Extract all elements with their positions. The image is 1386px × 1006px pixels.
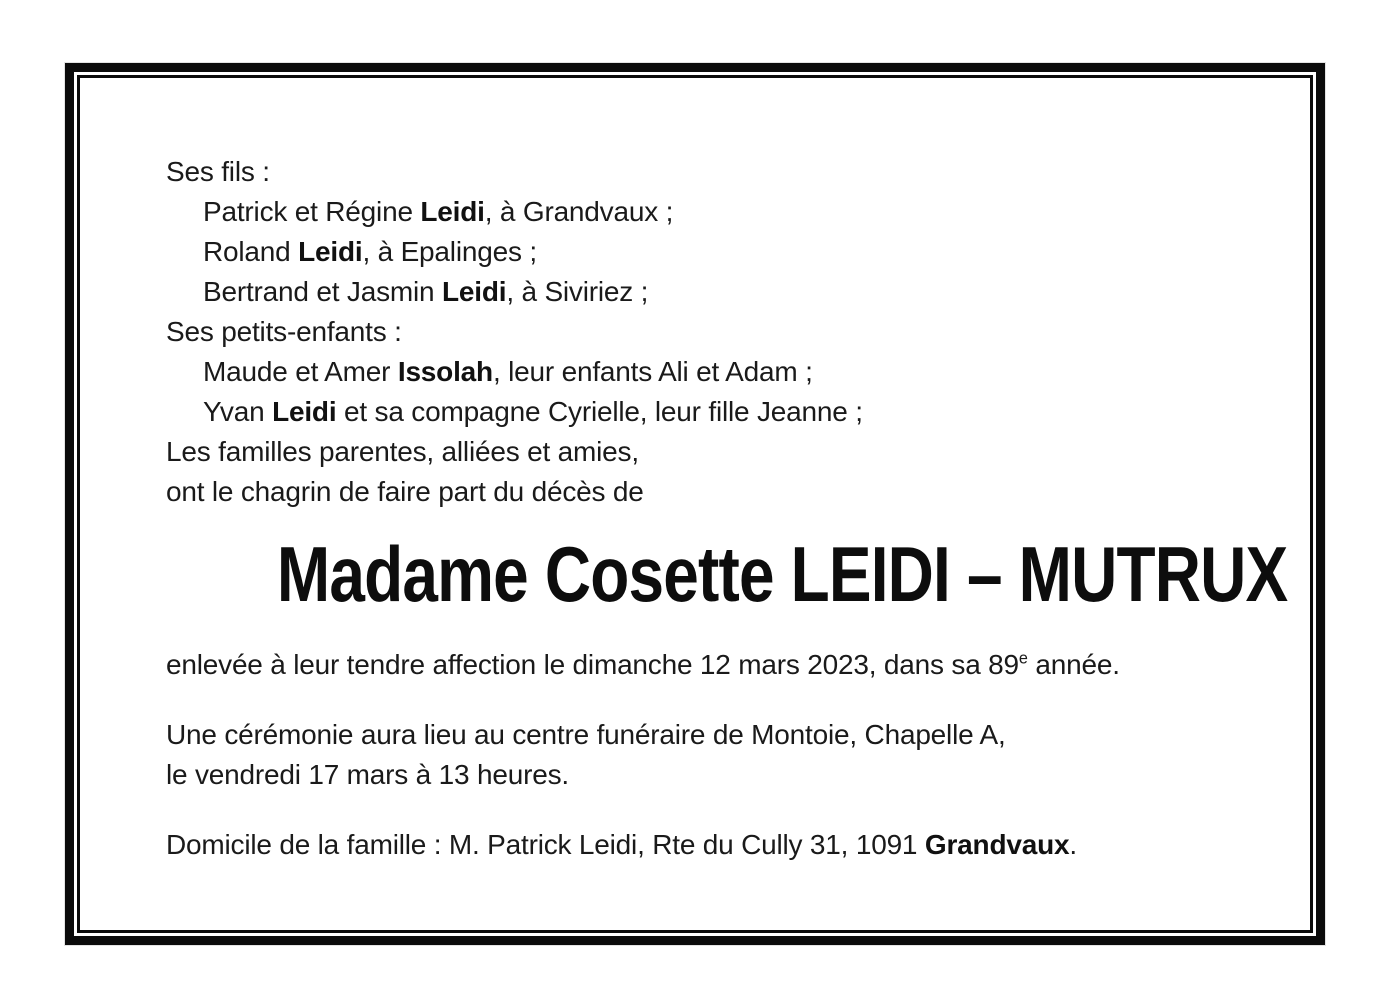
text-segment: Bertrand et Jasmin xyxy=(203,276,442,307)
text-segment: le vendredi 17 mars à 13 heures. xyxy=(166,759,569,790)
text-line xyxy=(166,192,1206,232)
text-segment: Ses petits-enfants : xyxy=(166,316,402,347)
text-segment: Les familles parentes, alliées et amies, xyxy=(166,436,639,467)
text-line xyxy=(166,432,1206,472)
inner-border-frame xyxy=(77,75,1313,933)
text-segment: , à Siviriez ; xyxy=(506,276,649,307)
text-line xyxy=(166,392,1206,432)
text-segment: Roland xyxy=(203,236,299,267)
deceased-name-row xyxy=(166,530,1288,632)
text-line xyxy=(166,715,1206,755)
text-line xyxy=(166,272,1206,312)
text-segment: enlevée à leur tendre affection le dimanche 12 mars 2023, dans sa 89 xyxy=(166,649,1019,680)
emphasized-text: Leidi xyxy=(298,236,363,267)
ceremony-paragraph xyxy=(166,715,1206,795)
emphasized-text: Issolah xyxy=(397,356,493,387)
text-segment: Patrick et Régine xyxy=(203,196,421,227)
obituary-content xyxy=(80,78,1310,865)
text-segment: , à Grandvaux ; xyxy=(484,196,674,227)
text-segment: , leur enfants Ali et Adam ; xyxy=(492,356,813,387)
family-domicile-line xyxy=(166,825,1206,865)
text-segment: Ses fils : xyxy=(166,156,270,187)
text-segment: Domicile de la famille : M. Patrick Leidi, Rte du Cully 31, 1091 xyxy=(166,829,925,860)
text-line xyxy=(166,312,1206,352)
text-line xyxy=(166,232,1206,272)
text-line xyxy=(166,352,1206,392)
emphasized-text: Leidi xyxy=(420,196,485,227)
text-segment: . xyxy=(1069,829,1077,860)
emphasized-text: Grandvaux xyxy=(924,829,1070,860)
text-segment: Une cérémonie aura lieu au centre funéraire de Montoie, Chapelle A, xyxy=(166,719,1006,750)
text-segment: , à Epalinges ; xyxy=(362,236,537,267)
deceased-name: Madame Cosette LEIDI – MUTRUX xyxy=(276,530,1288,618)
text-line xyxy=(166,825,1206,865)
text-segment: e xyxy=(1018,649,1028,668)
family-announcement-list xyxy=(166,152,1206,512)
text-line xyxy=(166,472,1206,512)
text-line xyxy=(166,152,1206,192)
text-segment: et sa compagne Cyrielle, leur fille Jeanne ; xyxy=(336,396,863,427)
text-line xyxy=(166,755,1206,795)
emphasized-text: Leidi xyxy=(441,276,507,307)
text-segment: Yvan xyxy=(203,396,273,427)
text-line xyxy=(166,645,1206,685)
text-segment: Maude et Amer xyxy=(203,356,398,387)
text-segment: année. xyxy=(1027,649,1120,680)
death-announcement-line xyxy=(166,645,1206,685)
outer-border-frame xyxy=(65,63,1325,945)
text-segment: ont le chagrin de faire part du décès de xyxy=(166,476,644,507)
emphasized-text: Leidi xyxy=(272,396,337,427)
